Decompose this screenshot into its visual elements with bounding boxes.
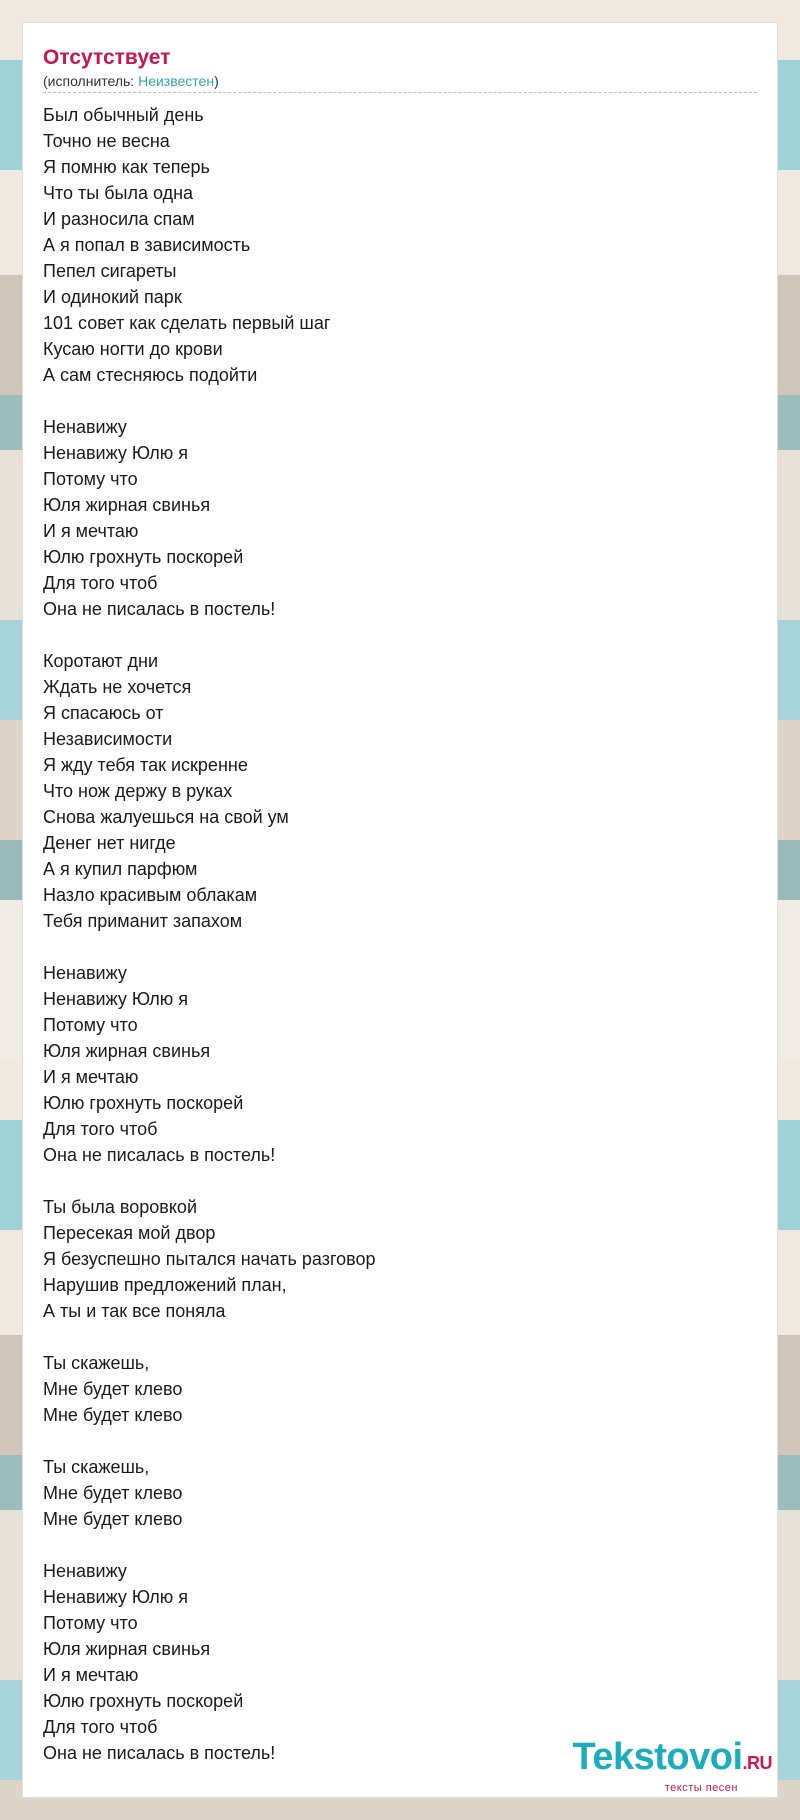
logo-name: Tekstovoi [572, 1736, 743, 1778]
site-logo[interactable] [572, 1738, 772, 1794]
logo-tld: .RU [742, 1753, 772, 1773]
logo-tagline: тексты песен [664, 1782, 738, 1794]
song-title: Отсутствует [43, 46, 171, 69]
artist-line [43, 72, 757, 93]
lyrics-text: Был обычный день Точно не весна Я помню как теперь Что ты была одна И разносила спам А я попал в зависимость Пепел сигареты И одинокий парк 101 совет как сделать первый шаг Кусаю ногти до крови А сам стесняюсь подойти Ненавижу Ненавижу Юлю я Потому что Юля жирная свинья И я мечтаю Юлю грохнуть поскорей Для того чтоб Она не писалась в постель! Коротают дни Ждать не хочется Я спасаюсь от Независимости Я жду тебя так искренне Что нож держу в руках Снова жалуешься на свой ум Денег нет нигде А я купил парфюм Назло красивым облакам Тебя приманит запахом Ненавижу Ненавижу Юлю я Потому что Юля жирная свинья И я мечтаю Юлю грохнуть поскорей Для того чтоб Она не писалась в постель! Ты была воровкой Пересекая мой двор Я безуспешно пытался начать разговор Нарушив предложений план, А ты и так все поняла Ты скажешь, Мне будет клево Мне будет клево Ты скажешь, Мне будет клево Мне будет клево Ненавижу Ненавижу Юлю я Потому что Юля жирная свинья И я мечтаю Юлю грохнуть поскорей Для того чтоб Она не писалась в постель! [43, 105, 376, 1763]
artist-prefix: (исполнитель: [43, 73, 139, 89]
logo-wordmark[interactable] [572, 1738, 772, 1782]
lyrics-card [22, 22, 778, 1798]
artist-link[interactable]: Неизвестен [138, 73, 215, 89]
artist-suffix: ) [214, 73, 219, 89]
